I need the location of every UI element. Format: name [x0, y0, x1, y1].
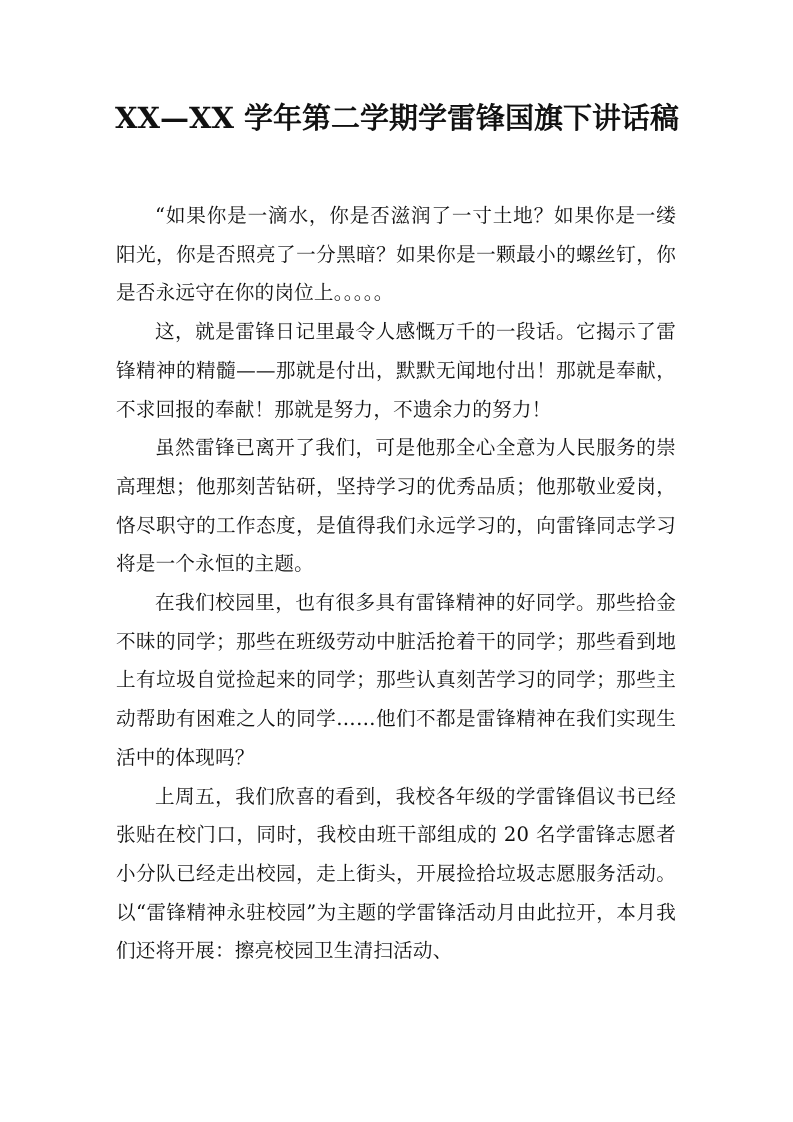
- document-body: [116, 197, 676, 971]
- document-title: XX—XX 学年第二学期学雷锋国旗下讲话稿: [114, 101, 680, 135]
- paragraph-2: 这，就是雷锋日记里最令人感慨万千的一段话。它揭示了雷锋精神的精髓——那就是付出，默默无闻地付出！那就是奉献，不求回报的奉献！那就是努力，不遗余力的努力！: [116, 320, 676, 421]
- paragraph-1: “如果你是一滴水，你是否滋润了一寸土地？如果你是一缕阳光，你是否照亮了一分黑暗？如果你是一颗最小的螺丝钉，你是否永远守在你的岗位上。。。。。: [116, 204, 676, 305]
- paragraph-3: 虽然雷锋已离开了我们，可是他那全心全意为人民服务的崇高理想；他那刻苦钻研，坚持学习的优秀品质；他那敬业爱岗，恪尽职守的工作态度，是值得我们永远学习的，向雷锋同志学习将是一个永恒的主题。: [116, 436, 676, 576]
- paragraph-5: 上周五，我们欣喜的看到，我校各年级的学雷锋倡议书已经张贴在校门口，同时，我校由班干部组成的 20 名学雷锋志愿者小分队已经走出校园，走上街头，开展捡拾垃圾志愿服务活动。以“雷锋精神永驻校园”为主题的学雷锋活动月由此拉开，本月我们还将开展：擦亮校园卫生清扫活动、: [116, 784, 676, 963]
- paragraph-4: 在我们校园里，也有很多具有雷锋精神的好同学。那些拾金不昧的同学；那些在班级劳动中脏活抢着干的同学；那些看到地上有垃圾自觉捡起来的同学；那些认真刻苦学习的同学；那些主动帮助有困难之人的同学……他们不都是雷锋精神在我们实现生活中的体现吗？: [116, 591, 676, 769]
